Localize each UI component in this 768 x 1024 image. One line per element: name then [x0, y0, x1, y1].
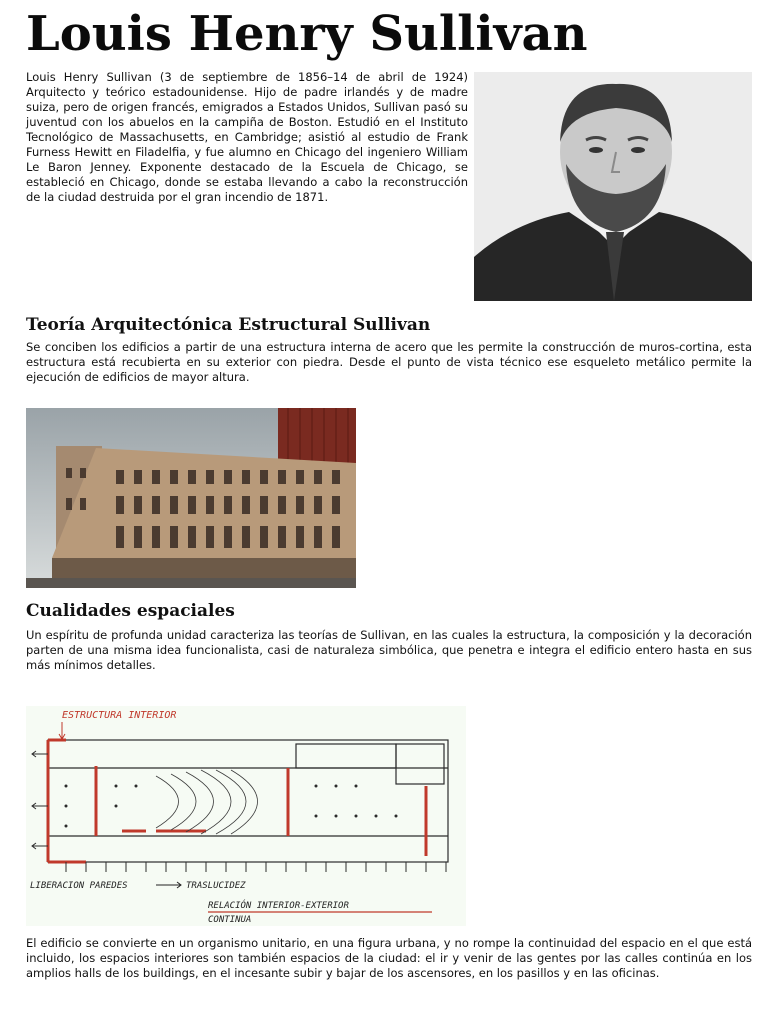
- plan-label-top: ESTRUCTURA INTERIOR: [62, 710, 177, 721]
- portrait-photo: [474, 72, 752, 301]
- plan-label-relation-1: RELACIÓN INTERIOR-EXTERIOR: [208, 901, 349, 911]
- plan-label-bottom-mid: TRASLUCIDEZ: [186, 881, 246, 891]
- floor-plan-sketch: [26, 706, 466, 926]
- closing-paragraph: El edificio se convierte en un organismo unitario, en una figura urbana, y no rompe la continuidad del espacio en el que está incluido, los espacios interiores son también espacios de la ciudad: el ir y venir de las gentes por las calles continúa en los amplios halls de los buildings, en el incesante subir y bajar de los ascensores, en los pasillos y en las oficinas.: [26, 936, 752, 980]
- plan-label-bottom-left: LIBERACION PAREDES: [30, 881, 128, 891]
- intro-paragraph: Louis Henry Sullivan (3 de septiembre de 1856–14 de abril de 1924) Arquitecto y teórico estadounidense. Hijo de padre irlandés y de madre suiza, pero de origen francés, emigrados a Estados Unidos, Sullivan pasó su juventud con los abuelos en la campiña de Boston. Estudió en el Instituto Tecnológico de Massachusetts, en Cambridge; asistió al estudio de Frank Furness Hewitt en Filadelfia, y fue alumno en Chicago del ingeniero William Le Baron Jenney. Exponente destacado de la Escuela de Chicago, se estableció en Chicago, donde se estaba llevando a cabo la reconstrucción de la ciudad destruida por el gran incendio de 1871.: [26, 70, 468, 204]
- section-heading-spatial: Cualidades espaciales: [26, 601, 235, 621]
- structure-paragraph: Se conciben los edificios a partir de una estructura interna de acero que les permite la construcción de muros-cortina, esta estructura está recubierta en su exterior con piedra. Desde el punto de vista técnico ese esqueleto metálico permite la ejecución de edificios de mayor altura.: [26, 340, 752, 384]
- page-title: Louis Henry Sullivan: [26, 6, 588, 62]
- auditorium-building-photo: [26, 408, 356, 588]
- section-heading-structure: Teoría Arquitectónica Estructural Sullivan: [26, 315, 431, 335]
- plan-label-relation-2: CONTINUA: [208, 915, 252, 925]
- spatial-paragraph: Un espíritu de profunda unidad caracteriza las teorías de Sullivan, en las cuales la estructura, la composición y la decoración parten de una misma idea funcionalista, casi de naturaleza simbólica, que penetra e integra el edificio entero hasta en sus más mínimos detalles.: [26, 628, 752, 672]
